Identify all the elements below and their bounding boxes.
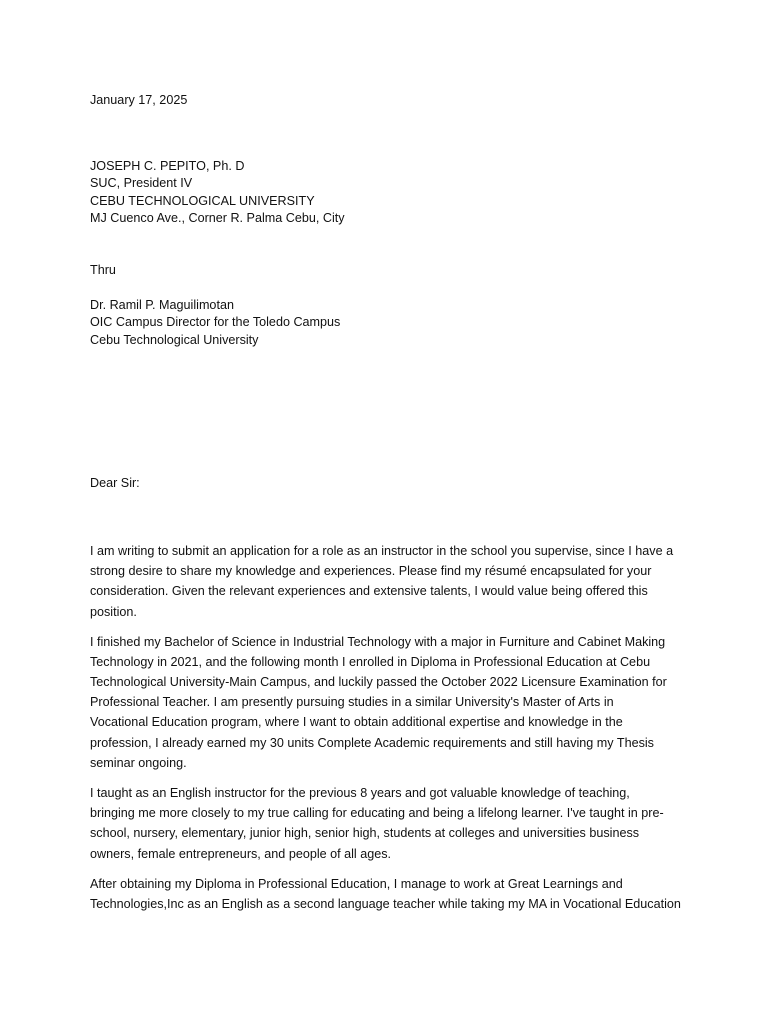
- paragraph-line: I am writing to submit an application for a role as an instructor in the school you supervise, since I have a: [90, 543, 674, 558]
- paragraph-line: I finished my Bachelor of Science in Industrial Technology with a major in Furniture and Cabinet Making: [90, 634, 666, 649]
- paragraph-line: bringing me more closely to my true calling for educating and being a lifelong learner. I've taught in pre-: [90, 806, 664, 821]
- paragraph-line: After obtaining my Diploma in Professional Education, I manage to work at Great Learnings and: [90, 876, 623, 891]
- recipient-title: SUC, President IV: [90, 176, 193, 191]
- paragraph-line: Vocational Education program, where I want to obtain additional expertise and knowledge in the: [90, 715, 623, 730]
- paragraph-line: owners, female entrepreneurs, and people of all ages.: [90, 846, 392, 861]
- letter-date: January 17, 2025: [90, 93, 188, 107]
- body-paragraph-2: [90, 632, 682, 773]
- through-title: OIC Campus Director for the Toledo Campus: [90, 315, 341, 330]
- paragraph-line: strong desire to share my knowledge and experiences. Please find my résumé encapsulated for your: [90, 564, 652, 579]
- paragraph-line: I taught as an English instructor for the previous 8 years and got valuable knowledge of teaching,: [90, 786, 630, 800]
- paragraph-line: Professional Teacher. I am presently pursuing studies in a similar University's Master of Arts in: [90, 695, 614, 710]
- recipient-institution: CEBU TECHNOLOGICAL UNIVERSITY: [90, 193, 315, 208]
- recipient-address: MJ Cuenco Ave., Corner R. Palma Cebu, City: [90, 211, 345, 226]
- paragraph-line: school, nursery, elementary, junior high, senior high, students at colleges and universities business: [90, 826, 640, 841]
- paragraph-line: Technologies,Inc as an English as a second language teacher while taking my MA in Vocational Education: [90, 896, 681, 911]
- paragraph-line: Technological University-Main Campus, and luckily passed the October 2022 Licensure Examination for: [90, 675, 667, 690]
- paragraph-line: position.: [90, 604, 137, 619]
- body-paragraph-3: [90, 783, 682, 864]
- through-address-block: [90, 297, 690, 350]
- body-paragraph-4: [90, 874, 682, 914]
- paragraph-line: profession, I already earned my 30 units Complete Academic requirements and still having my Thesis: [90, 735, 654, 750]
- paragraph-line: Technology in 2021, and the following month I enrolled in Diploma in Professional Education at Cebu: [90, 654, 651, 669]
- body-paragraph-1: [90, 541, 682, 622]
- recipient-address-block: [90, 158, 690, 228]
- paragraph-line: consideration. Given the relevant experiences and extensive talents, I would value being offered this: [90, 584, 648, 599]
- thru-label: Thru: [90, 262, 116, 277]
- through-name: Dr. Ramil P. Maguilimotan: [90, 297, 234, 312]
- paragraph-line: seminar ongoing.: [90, 755, 187, 770]
- salutation: Dear Sir:: [90, 476, 140, 491]
- recipient-name: JOSEPH C. PEPITO, Ph. D: [90, 158, 245, 173]
- through-institution: Cebu Technological University: [90, 332, 259, 347]
- letter-body: [90, 92, 690, 924]
